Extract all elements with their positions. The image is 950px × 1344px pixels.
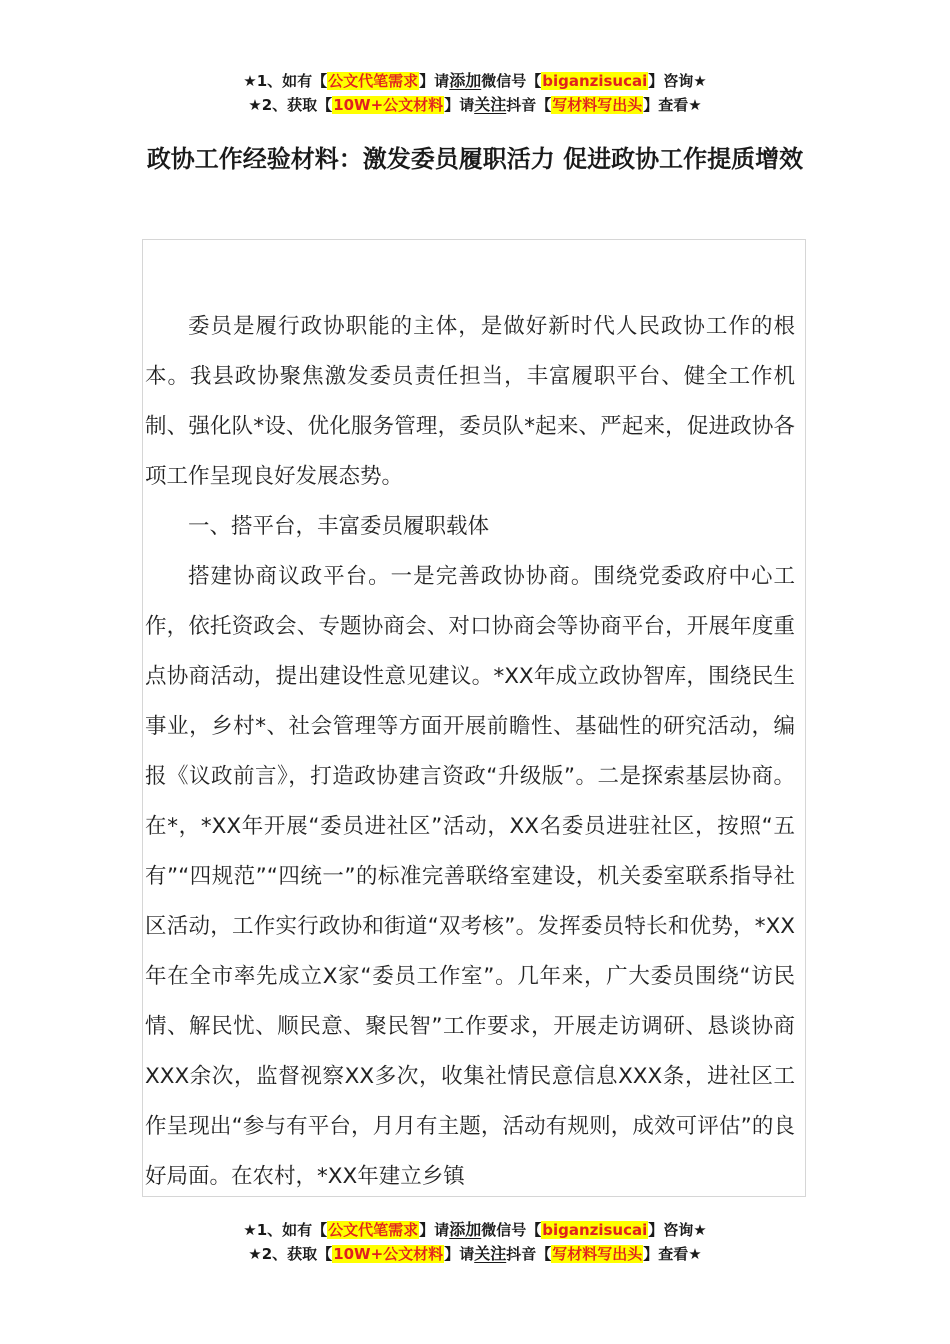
promo-highlight: biganzisucai <box>542 1221 648 1239</box>
promo-line-1: ★1、如有【公文代笔需求】请添加微信号【biganzisucai】咨询★ <box>243 1220 707 1239</box>
paragraph-intro: 委员是履行政协职能的主体，是做好新时代人民政协工作的根本。我县政协聚焦激发委员责任担当，丰富履职平台、健全工作机制、强化队*设、优化服务管理，委员队*起来、严起来，促进政协各项工作呈现良好发展态势。 <box>145 314 795 489</box>
document-title: 政协工作经验材料：激发委员履职活力 促进政协工作提质增效 <box>146 145 804 173</box>
promo-highlight: 公文代笔需求 <box>328 1221 419 1239</box>
promo-banner-top <box>0 69 950 117</box>
promo-highlight: 10W+公文材料 <box>333 1245 444 1263</box>
document-body <box>145 302 795 1202</box>
promo-banner-bottom <box>0 1218 950 1266</box>
promo-line-2: ★2、获取【10W+公文材料】请关注抖音【写材料写出头】查看★ <box>248 1244 702 1263</box>
promo-highlight: 写材料写出头 <box>552 1245 643 1263</box>
promo-highlight: 10W+公文材料 <box>333 96 444 114</box>
promo-line-2: ★2、获取【10W+公文材料】请关注抖音【写材料写出头】查看★ <box>248 95 702 114</box>
promo-highlight: 公文代笔需求 <box>328 72 419 90</box>
promo-line-1: ★1、如有【公文代笔需求】请添加微信号【biganzisucai】咨询★ <box>243 71 707 90</box>
paragraph-body: 搭建协商议政平台。一是完善政协协商。围绕党委政府中心工作，依托资政会、专题协商会、对口协商会等协商平台，开展年度重点协商活动，提出建设性意见建议。*XX年成立政协智库，围绕民生事业，乡村*、社会管理等方面开展前瞻性、基础性的研究活动，编报《议政前言》，打造政协建言资政“升级版”。二是探索基层协商。在*，*XX年开展“委员进社区”活动，XX名委员进驻社区，按照“五有”“四规范”“四统一”的标准完善联络室建设，机关委室联系指导社区活动，工作实行政协和街道“双考核”。发挥委员特长和优势，*XX年在全市率先成立X家“委员工作室”。几年来，广大委员围绕“访民情、解民忧、顺民意、聚民智”工作要求，开展走访调研、恳谈协商XXX余次，监督视察XX多次，收集社情民意信息XXX条，进社区工作呈现出“参与有平台，月月有主题，活动有规则，成效可评估”的良好局面。在农村，*XX年建立乡镇 <box>145 564 795 1189</box>
promo-highlight: biganzisucai <box>542 72 648 90</box>
section-heading: 一、搭平台，丰富委员履职载体 <box>188 514 490 539</box>
promo-highlight: 写材料写出头 <box>552 96 643 114</box>
